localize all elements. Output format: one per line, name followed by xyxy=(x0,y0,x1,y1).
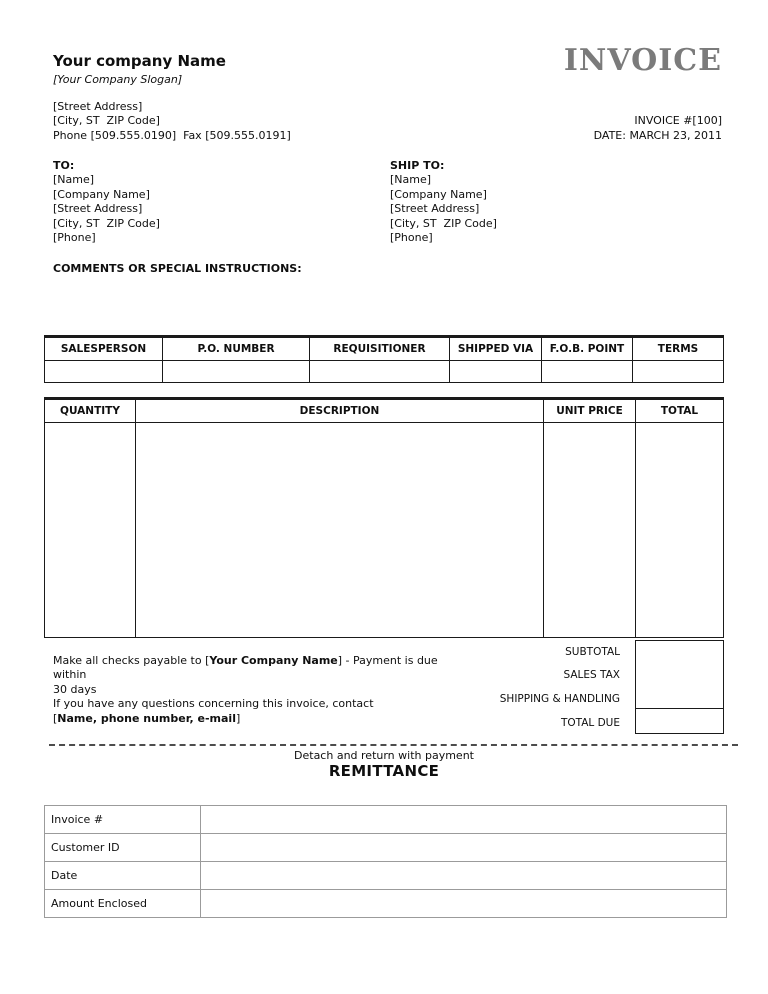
bill-to-label: TO: xyxy=(53,159,75,172)
contact-prefix-text: [ xyxy=(53,711,58,725)
remit-date-label: Date xyxy=(45,862,201,890)
subtotal-label: SUBTOTAL xyxy=(565,645,620,658)
invoice-number: INVOICE #[100] xyxy=(634,114,722,127)
bill-to-company: [Company Name] xyxy=(53,187,150,201)
quantity-field[interactable] xyxy=(45,423,136,638)
column-header-description: DESCRIPTION xyxy=(136,399,544,423)
total-field[interactable] xyxy=(636,423,724,638)
bill-to-city: [City, ST ZIP Code] xyxy=(53,216,160,230)
checks-company-text: Your Company Name xyxy=(209,654,338,667)
remit-customer-id-field[interactable] xyxy=(201,834,727,862)
totals-amount-box[interactable] xyxy=(635,640,724,709)
table-row xyxy=(45,834,727,862)
sales-tax-label: SALES TAX xyxy=(563,669,620,682)
table-row xyxy=(45,890,727,918)
contact-bold-text: Name, phone number, e-mail xyxy=(57,711,236,725)
remit-amount-enclosed-label: Amount Enclosed xyxy=(45,890,201,918)
description-field[interactable] xyxy=(136,423,544,638)
bill-to-section xyxy=(53,159,160,245)
payment-note xyxy=(53,654,473,726)
column-header-requisitioner: REQUISITIONER xyxy=(310,337,450,361)
line-items-table xyxy=(44,397,724,638)
ship-to-label: SHIP TO: xyxy=(390,159,445,172)
column-header-fob-point: F.O.B. POINT xyxy=(542,337,633,361)
ship-to-section xyxy=(390,159,497,245)
remittance-title: REMITTANCE xyxy=(328,762,440,780)
order-info-table xyxy=(44,335,724,383)
contact-line xyxy=(53,712,473,726)
table-row xyxy=(45,862,727,890)
detach-instruction: Detach and return with payment xyxy=(294,749,474,762)
unit-price-field[interactable] xyxy=(544,423,636,638)
total-due-amount-box[interactable] xyxy=(635,708,724,734)
street-address-line: [Street Address] xyxy=(53,100,143,113)
invoice-meta xyxy=(594,114,722,143)
questions-line: If you have any questions concerning this invoice, contact xyxy=(53,697,374,711)
bill-to-street: [Street Address] xyxy=(53,202,143,216)
salesperson-field[interactable] xyxy=(45,361,163,383)
terms-field[interactable] xyxy=(633,361,724,383)
ship-to-phone: [Phone] xyxy=(390,231,433,245)
detach-separator xyxy=(49,744,738,746)
company-header xyxy=(53,52,226,86)
ship-to-name: [Name] xyxy=(390,173,432,187)
column-header-quantity: QUANTITY xyxy=(45,399,136,423)
column-header-total: TOTAL xyxy=(636,399,724,423)
remit-amount-enclosed-field[interactable] xyxy=(201,890,727,918)
column-header-po-number: P.O. NUMBER xyxy=(163,337,310,361)
checks-wrap-line: 30 days xyxy=(53,682,97,696)
fob-point-field[interactable] xyxy=(542,361,633,383)
comments-label: COMMENTS OR SPECIAL INSTRUCTIONS: xyxy=(53,262,302,275)
remit-invoice-number-field[interactable] xyxy=(201,806,727,834)
column-header-salesperson: SALESPERSON xyxy=(45,337,163,361)
shipping-handling-label: SHIPPING & HANDLING xyxy=(499,692,620,705)
checks-payable-line xyxy=(53,654,473,683)
checks-suffix-text: ] - Payment is due within xyxy=(53,654,438,682)
total-due-label: TOTAL DUE xyxy=(560,716,620,729)
remit-customer-id-label: Customer ID xyxy=(45,834,201,862)
ship-to-company: [Company Name] xyxy=(390,187,487,201)
invoice-date: DATE: MARCH 23, 2011 xyxy=(593,128,722,142)
column-header-unit-price: UNIT PRICE xyxy=(544,399,636,423)
phone-fax-line: Phone [509.555.0190] Fax [509.555.0191] xyxy=(53,128,291,142)
bill-to-name: [Name] xyxy=(53,173,95,187)
po-number-field[interactable] xyxy=(163,361,310,383)
table-row xyxy=(45,806,727,834)
ship-to-city: [City, ST ZIP Code] xyxy=(390,216,497,230)
bill-to-phone: [Phone] xyxy=(53,231,96,245)
contact-suffix-text: ] xyxy=(235,711,241,725)
remit-date-field[interactable] xyxy=(201,862,727,890)
requisitioner-field[interactable] xyxy=(310,361,450,383)
invoice-title: INVOICE xyxy=(563,43,722,78)
shipped-via-field[interactable] xyxy=(450,361,542,383)
company-slogan: [Your Company Slogan] xyxy=(53,73,183,86)
checks-prefix-text: Make all checks payable to [ xyxy=(53,654,210,667)
column-header-terms: TERMS xyxy=(633,337,724,361)
remittance-table xyxy=(44,805,727,918)
column-header-shipped-via: SHIPPED VIA xyxy=(450,337,542,361)
city-state-zip-line: [City, ST ZIP Code] xyxy=(53,114,160,128)
company-address-block xyxy=(53,100,291,143)
company-name: Your company Name xyxy=(53,52,226,70)
ship-to-street: [Street Address] xyxy=(390,202,480,216)
remit-invoice-number-label: Invoice # xyxy=(45,806,201,834)
